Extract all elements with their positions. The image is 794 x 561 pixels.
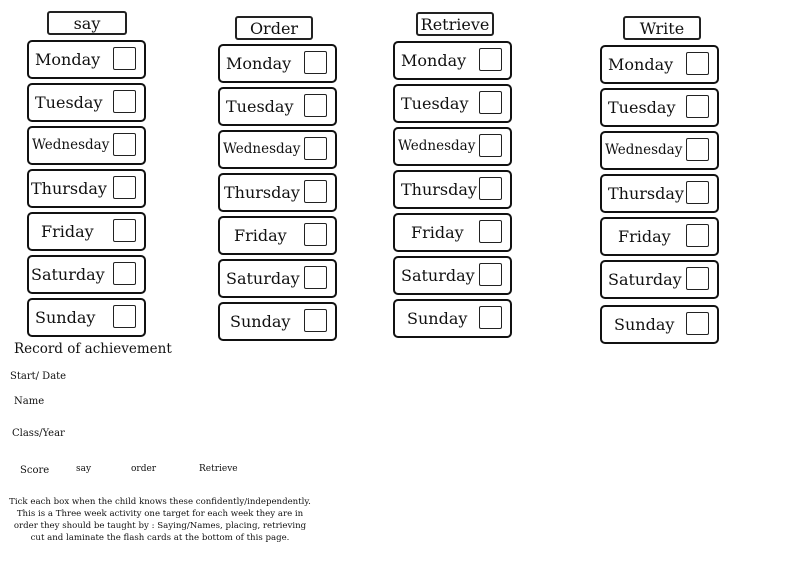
day-label: Thursday — [224, 183, 300, 202]
day-label: Wednesday — [223, 141, 301, 157]
column-header-write: Write — [623, 16, 701, 40]
tick-box[interactable] — [304, 94, 327, 117]
day-label: Saturday — [226, 269, 300, 288]
tick-box[interactable] — [479, 134, 502, 157]
day-label: Thursday — [401, 180, 477, 199]
day-label: Saturday — [401, 266, 475, 285]
column-header-say: say — [47, 11, 127, 35]
day-label: Friday — [234, 226, 287, 245]
tick-box[interactable] — [479, 220, 502, 243]
day-card-say-tuesday — [27, 83, 146, 122]
day-label: Friday — [41, 222, 94, 241]
tick-box[interactable] — [479, 306, 502, 329]
tick-box[interactable] — [686, 95, 709, 118]
day-card-order-sunday — [218, 302, 337, 341]
day-card-write-saturday — [600, 260, 719, 299]
day-label: Friday — [618, 227, 671, 246]
day-label: Friday — [411, 223, 464, 242]
day-card-retrieve-tuesday — [393, 84, 512, 123]
score-retrieve-label: Retrieve — [199, 464, 238, 474]
day-label: Wednesday — [605, 142, 683, 158]
day-card-order-thursday — [218, 173, 337, 212]
day-card-write-friday — [600, 217, 719, 256]
tick-box[interactable] — [113, 262, 136, 285]
day-label: Tuesday — [226, 97, 294, 116]
day-card-say-thursday — [27, 169, 146, 208]
tick-box[interactable] — [479, 48, 502, 71]
tick-box[interactable] — [304, 137, 327, 160]
day-card-say-saturday — [27, 255, 146, 294]
tick-box[interactable] — [113, 219, 136, 242]
day-card-write-tuesday — [600, 88, 719, 127]
score-label: Score — [20, 465, 50, 476]
day-label: Monday — [401, 51, 467, 70]
day-label: Sunday — [407, 309, 468, 328]
tick-box[interactable] — [304, 51, 327, 74]
score-say-label: say — [76, 464, 92, 474]
tick-box[interactable] — [113, 47, 136, 70]
day-card-order-monday — [218, 44, 337, 83]
instructions-text: Tick each box when the child knows these confidently/independently. This is a Three week activity one target for each week they are in order they should be taught by : Saying/Names, placing, retrieving cut and laminate the flash cards at the bottom of this page. — [9, 497, 311, 543]
day-card-order-saturday — [218, 259, 337, 298]
day-label: Sunday — [230, 312, 291, 331]
tick-box[interactable] — [686, 267, 709, 290]
class-year-label: Class/Year — [12, 428, 65, 439]
day-label: Sunday — [35, 308, 96, 327]
day-card-retrieve-thursday — [393, 170, 512, 209]
day-card-retrieve-friday — [393, 213, 512, 252]
record-title: Record of achievement — [14, 341, 172, 357]
day-label: Thursday — [31, 179, 107, 198]
day-label: Wednesday — [398, 138, 476, 154]
day-label: Wednesday — [32, 137, 110, 153]
tick-box[interactable] — [479, 91, 502, 114]
day-card-retrieve-monday — [393, 41, 512, 80]
day-card-order-friday — [218, 216, 337, 255]
tick-box[interactable] — [304, 266, 327, 289]
column-header-retrieve: Retrieve — [416, 12, 494, 36]
day-card-say-monday — [27, 40, 146, 79]
day-card-retrieve-saturday — [393, 256, 512, 295]
tick-box[interactable] — [113, 176, 136, 199]
day-card-retrieve-wednesday — [393, 127, 512, 166]
day-label: Saturday — [31, 265, 105, 284]
tick-box[interactable] — [304, 309, 327, 332]
day-label: Thursday — [608, 184, 684, 203]
tick-box[interactable] — [686, 224, 709, 247]
tick-box[interactable] — [304, 180, 327, 203]
name-label: Name — [14, 396, 45, 407]
tick-box[interactable] — [113, 90, 136, 113]
day-label: Monday — [608, 55, 674, 74]
tick-box[interactable] — [479, 177, 502, 200]
day-label: Monday — [35, 50, 101, 69]
tick-box[interactable] — [304, 223, 327, 246]
column-header-order: Order — [235, 16, 313, 40]
day-label: Saturday — [608, 270, 682, 289]
day-card-say-friday — [27, 212, 146, 251]
start-date-label: Start/ Date — [10, 371, 67, 382]
day-card-write-monday — [600, 45, 719, 84]
day-card-retrieve-sunday — [393, 299, 512, 338]
day-card-say-sunday — [27, 298, 146, 337]
day-card-write-wednesday — [600, 131, 719, 170]
tick-box[interactable] — [686, 312, 709, 335]
day-label: Tuesday — [608, 98, 676, 117]
day-card-order-wednesday — [218, 130, 337, 169]
day-label: Tuesday — [35, 93, 103, 112]
day-card-write-sunday — [600, 305, 719, 344]
score-order-label: order — [131, 464, 157, 474]
tick-box[interactable] — [113, 133, 136, 156]
day-label: Tuesday — [401, 94, 469, 113]
day-card-write-thursday — [600, 174, 719, 213]
day-label: Sunday — [614, 315, 675, 334]
day-card-order-tuesday — [218, 87, 337, 126]
tick-box[interactable] — [686, 181, 709, 204]
tick-box[interactable] — [686, 138, 709, 161]
tick-box[interactable] — [686, 52, 709, 75]
tick-box[interactable] — [113, 305, 136, 328]
day-card-say-wednesday — [27, 126, 146, 165]
day-label: Monday — [226, 54, 292, 73]
tick-box[interactable] — [479, 263, 502, 286]
